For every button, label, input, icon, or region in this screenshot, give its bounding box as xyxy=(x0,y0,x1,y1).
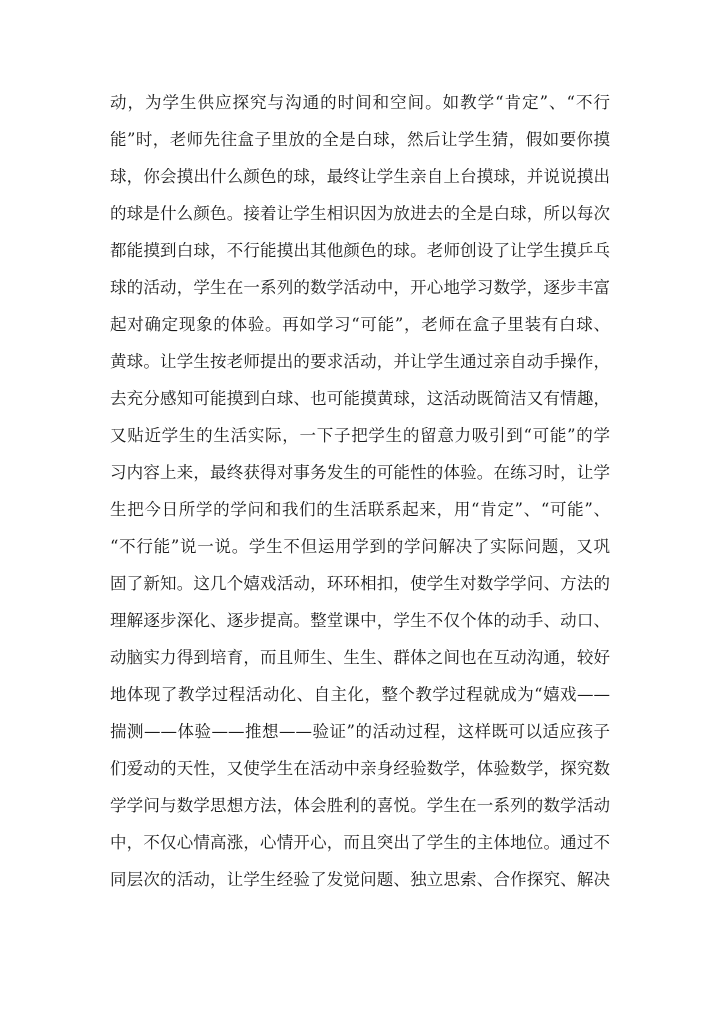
text-line-8: 黄球。让学生按老师提出的要求活动，并让学生通过亲自动手操作， xyxy=(110,352,610,371)
text-line-22: 同层次的活动，让学生经验了发觉问题、独立思索、合作探究、解决 xyxy=(110,870,610,889)
text-line-4: 的球是什么颜色。接着让学生相识因为放进去的全是白球，所以每次 xyxy=(110,204,610,223)
text-line-10: 又贴近学生的生活实际，一下子把学生的留意力吸引到“可能”的学 xyxy=(110,426,610,445)
body-paragraph xyxy=(110,84,610,898)
text-line-20: 学学问与数学思想方法，体会胜利的喜悦。学生在一系列的数学活动 xyxy=(110,796,610,815)
text-line-12: 生把今日所学的学问和我们的生活联系起来，用“肯定”、“可能”、 xyxy=(110,500,610,519)
text-line-3: 球，你会摸出什么颜色的球，最终让学生亲自上台摸球，并说说摸出 xyxy=(110,167,610,186)
text-line-21: 中，不仅心情高涨，心情开心，而且突出了学生的主体地位。通过不 xyxy=(110,833,610,852)
text-line-5: 都能摸到白球，不行能摸出其他颜色的球。老师创设了让学生摸乒乓 xyxy=(110,241,610,260)
text-line-11: 习内容上来，最终获得对事务发生的可能性的体验。在练习时，让学 xyxy=(110,463,610,482)
text-line-2: 能”时，老师先往盒子里放的全是白球，然后让学生猜，假如要你摸 xyxy=(110,130,610,149)
text-line-15: 理解逐步深化、逐步提高。整堂课中，学生不仅个体的动手、动口、 xyxy=(110,611,610,630)
text-line-14: 固了新知。这几个嬉戏活动，环环相扣，使学生对数学学问、方法的 xyxy=(110,574,610,593)
text-line-16: 动脑实力得到培育，而且师生、生生、群体之间也在互动沟通，较好 xyxy=(110,648,610,667)
text-line-1: 动，为学生供应探究与沟通的时间和空间。如教学“肯定”、“不行 xyxy=(110,93,610,112)
text-line-18: 揣测——体验——推想——验证”的活动过程，这样既可以适应孩子 xyxy=(110,722,610,741)
text-line-13: “不行能”说一说。学生不但运用学到的学问解决了实际问题，又巩 xyxy=(110,537,610,556)
text-line-17: 地体现了教学过程活动化、自主化，整个教学过程就成为“嬉戏—— xyxy=(110,685,610,704)
text-line-19: 们爱动的天性，又使学生在活动中亲身经验数学，体验数学，探究数 xyxy=(110,759,610,778)
text-line-6: 球的活动，学生在一系列的数学活动中，开心地学习数学，逐步丰富 xyxy=(110,278,610,297)
text-line-7: 起对确定现象的体验。再如学习“可能”，老师在盒子里装有白球、 xyxy=(110,315,610,334)
text-line-9: 去充分感知可能摸到白球、也可能摸黄球，这活动既简洁又有情趣， xyxy=(110,389,610,408)
